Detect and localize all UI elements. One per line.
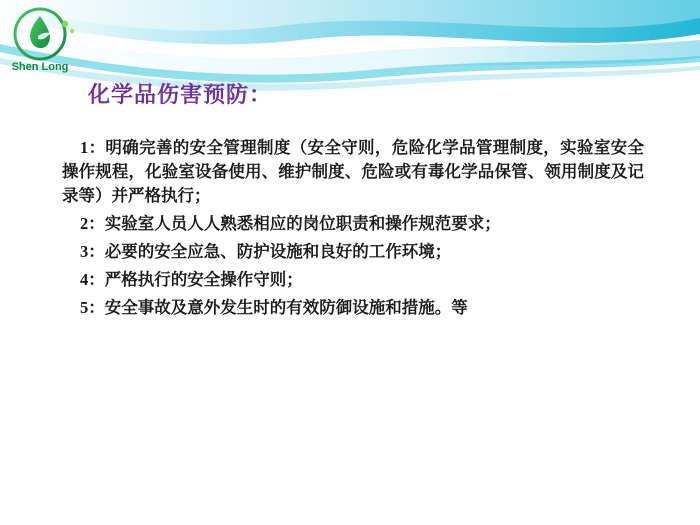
body-paragraph-1: 1：明确完善的安全管理制度（安全守则，危险化学品管理制度，实验室安全操作规程，化验室设备使用、维护制度、危险或有毒化学品保管、领用制度及记录等）并严格执行； xyxy=(62,138,644,205)
logo-text: Shen Long xyxy=(11,61,69,73)
page-title: 化学品伤害预防： xyxy=(88,82,273,107)
body-text-block xyxy=(62,136,644,324)
body-paragraph-3: 3：必要的安全应急、防护设施和良好的工作环境； xyxy=(80,242,452,261)
shen-long-logo xyxy=(8,6,94,78)
body-paragraph-5: 5：安全事故及意外发生时的有效防御设施和措施。等 xyxy=(80,298,468,317)
body-paragraph-4: 4：严格执行的安全操作守则； xyxy=(80,270,303,289)
body-paragraph-2: 2：实验室人员人人熟悉相应的岗位职责和操作规范要求； xyxy=(80,214,501,233)
